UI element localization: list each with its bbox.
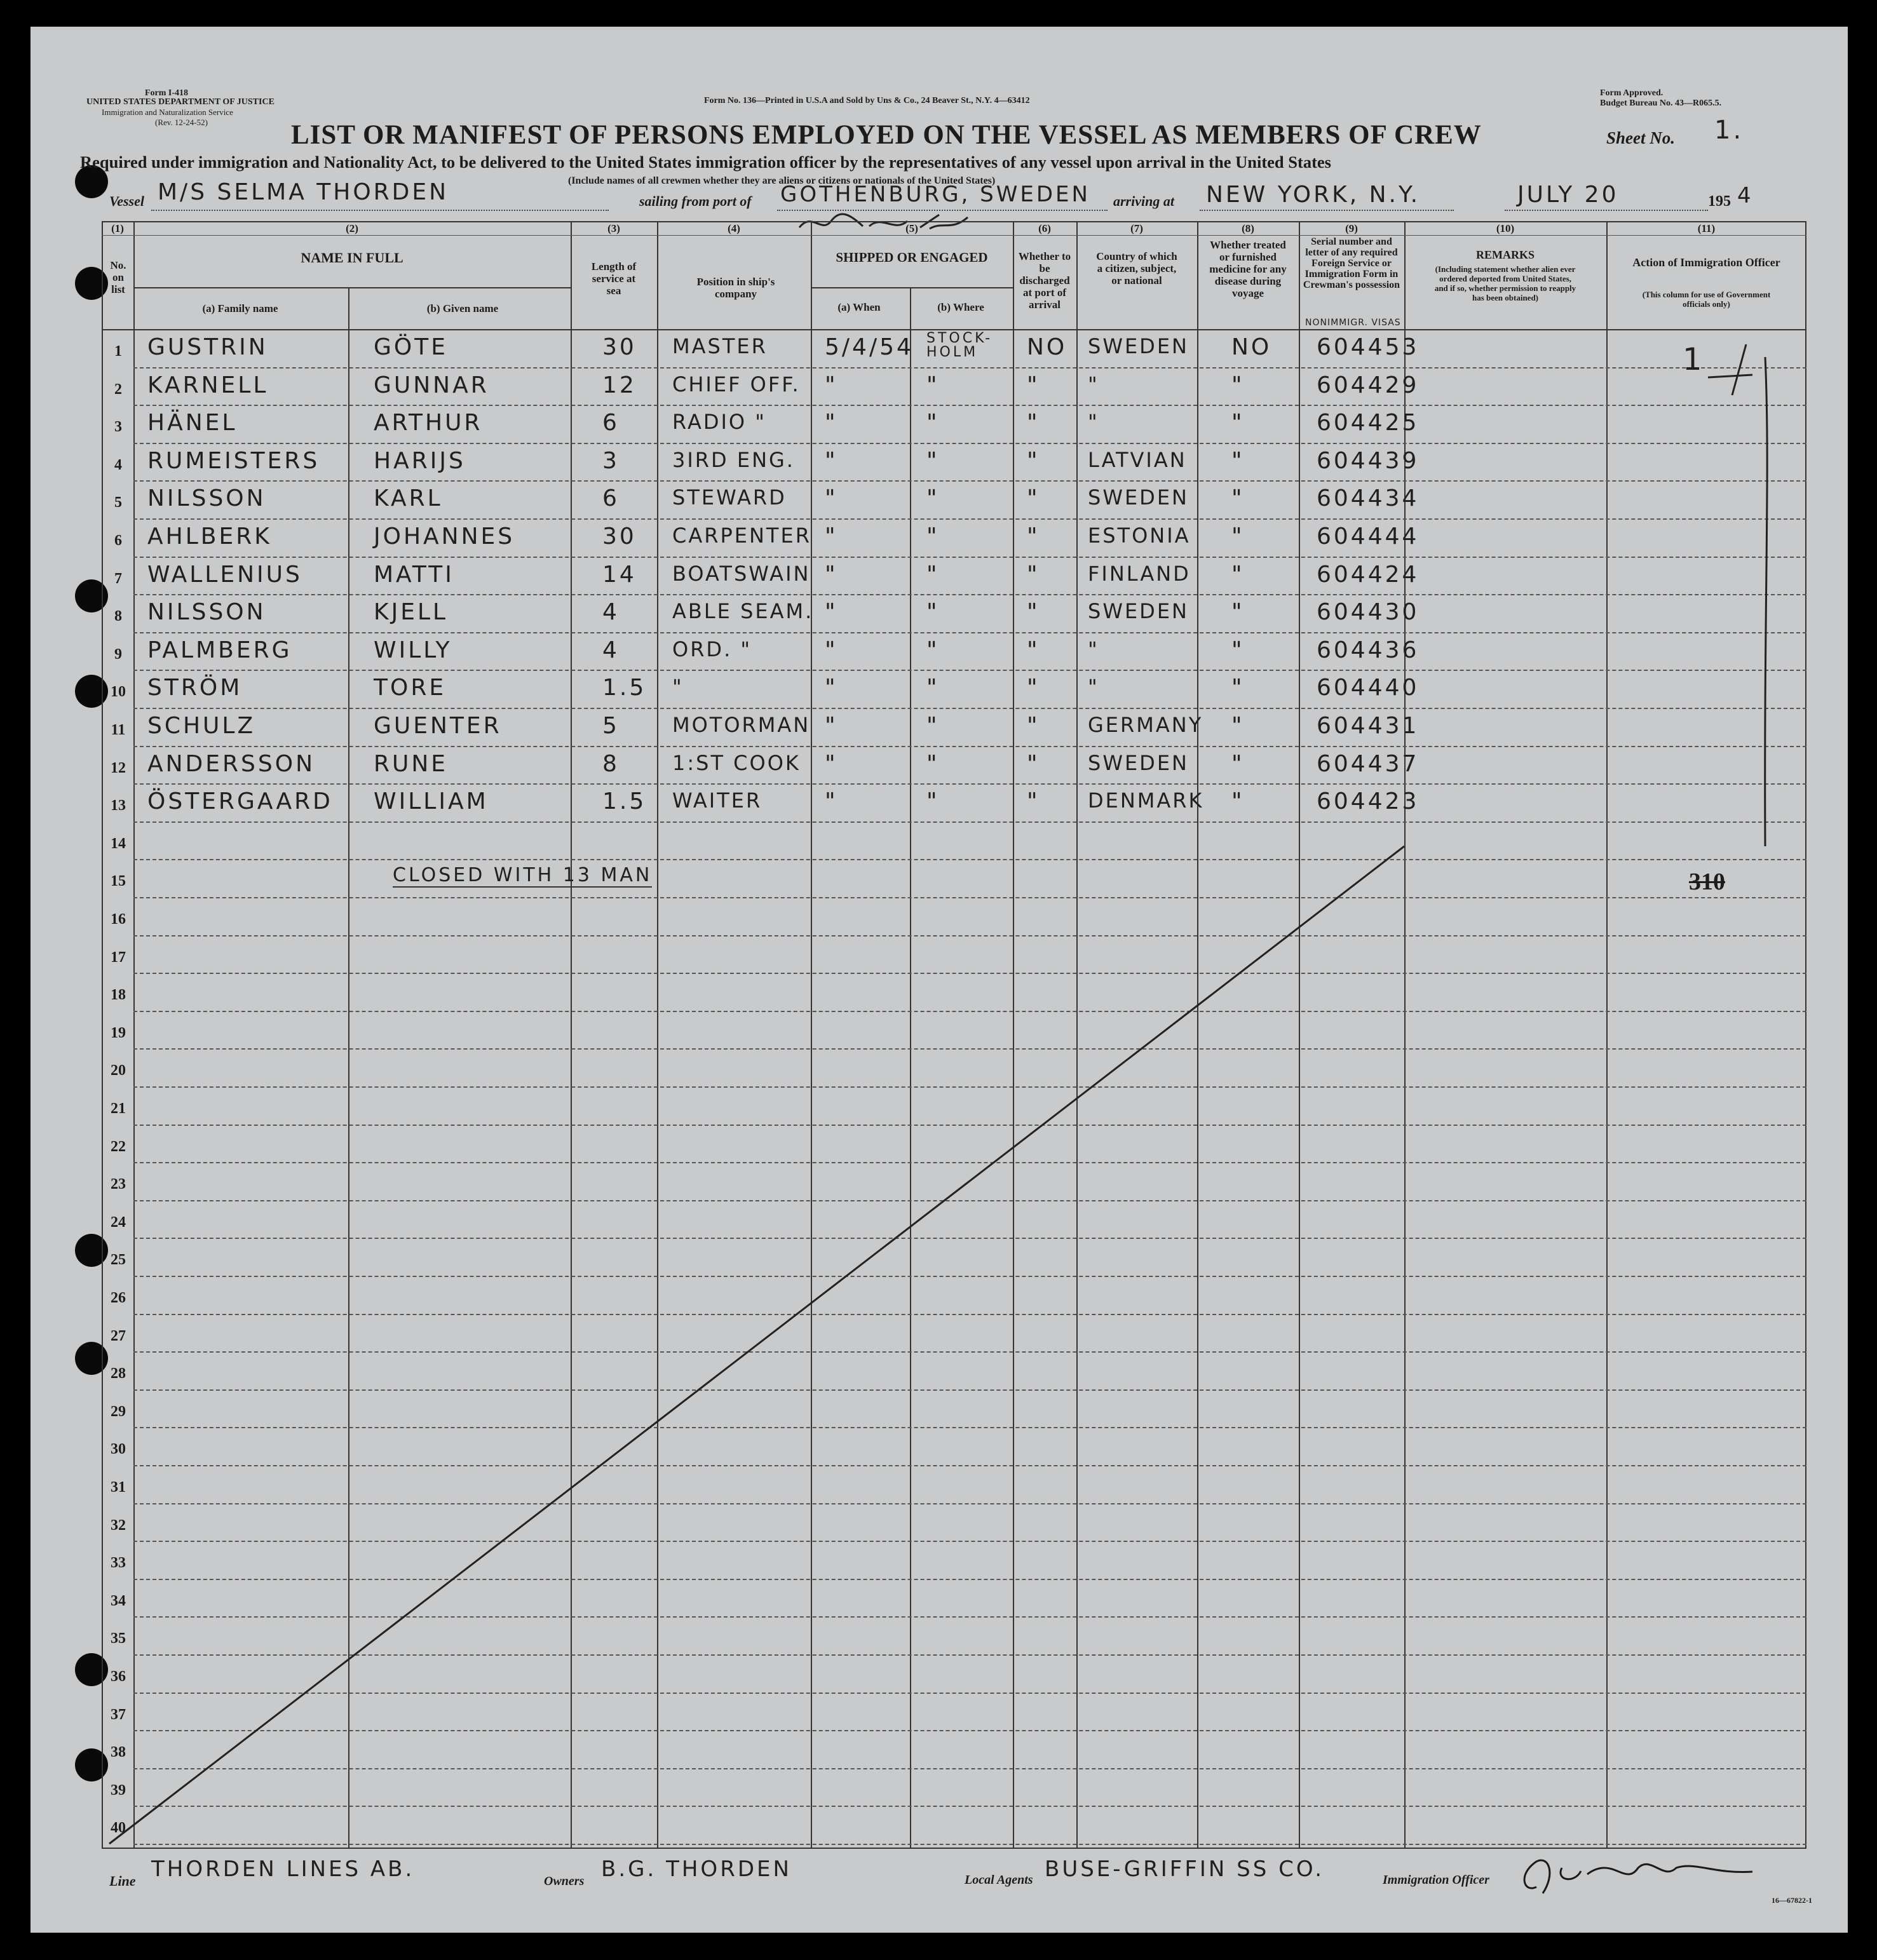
- crew-given-cell: GÖTE: [374, 334, 448, 360]
- crew-family-cell: RUMEISTERS: [147, 447, 320, 474]
- year-prefix: 195: [1708, 193, 1731, 210]
- row-line: [133, 405, 1806, 406]
- crew-serial-cell: 604434: [1317, 485, 1420, 512]
- col8-header: Whether treated or furnished medicine for any disease during voyage: [1209, 239, 1287, 299]
- crew-service-cell: 4: [602, 637, 620, 663]
- crew-when-cell: ": [825, 675, 838, 701]
- form-subtitle: Required under immigration and Nationality Act, to be delivered to the United States immigration officer by the representatives of any vessel upon arrival in the United States: [80, 152, 1331, 172]
- header-number-line: [102, 235, 1806, 236]
- col6-number: (6): [1038, 222, 1051, 234]
- crew-where-cell: ": [926, 713, 940, 739]
- crew-medicine-cell: ": [1231, 599, 1245, 626]
- row-line: [133, 518, 1806, 520]
- crew-country-cell: LATVIAN: [1088, 447, 1187, 472]
- col11-header: Action of Immigration Officer: [1632, 256, 1780, 269]
- form-title: LIST OR MANIFEST OF PERSONS EMPLOYED ON THE VESSEL AS MEMBERS OF CREW: [291, 120, 1482, 150]
- crew-serial-cell: 604424: [1317, 561, 1420, 588]
- crew-given-cell: HARIJS: [374, 447, 466, 474]
- row-number: 30: [111, 1441, 126, 1458]
- diagonal-cancel-line: [102, 821, 1436, 1850]
- crew-family-cell: GUSTRIN: [147, 334, 268, 360]
- row-line: [133, 670, 1806, 671]
- row-line: [133, 708, 1806, 709]
- crew-position-cell: MASTER: [672, 334, 768, 358]
- crew-serial-cell: 604453: [1317, 334, 1420, 360]
- local-agents: BUSE-GRIFFIN SS CO.: [1045, 1856, 1325, 1882]
- arrival-dotted-line: [1200, 210, 1454, 211]
- crew-family-cell: AHLBERK: [147, 524, 272, 550]
- crew-position-cell: RADIO ": [672, 410, 766, 435]
- crew-serial-cell: 604439: [1317, 447, 1420, 474]
- arrival-port: NEW YORK, N.Y.: [1206, 182, 1421, 208]
- crew-medicine-cell: ": [1231, 524, 1245, 550]
- col4-header: Position in ship's company: [696, 276, 775, 300]
- crew-serial-cell: 604437: [1317, 750, 1420, 777]
- shipped-header-divider: [811, 287, 1014, 288]
- row-number: 7: [114, 570, 122, 587]
- crew-medicine-cell: ": [1231, 713, 1245, 739]
- crew-family-cell: PALMBERG: [147, 637, 292, 663]
- row-number: 17: [111, 949, 126, 966]
- crew-medicine-cell: ": [1231, 447, 1245, 474]
- crew-family-cell: STRÖM: [147, 675, 243, 701]
- row-number: 29: [111, 1403, 126, 1420]
- col11-note: (This column for use of Government officials only): [1642, 290, 1771, 309]
- officer-bracket: [1683, 338, 1778, 859]
- row-number: 21: [111, 1100, 126, 1117]
- crew-service-cell: 8: [602, 750, 620, 777]
- row-line: [133, 367, 1806, 368]
- officer-label: Immigration Officer: [1383, 1873, 1489, 1887]
- crew-where-cell: ": [926, 788, 940, 815]
- crew-serial-cell: 604430: [1317, 599, 1420, 626]
- crew-position-cell: CHIEF OFF.: [672, 372, 801, 396]
- crew-when-cell: ": [825, 561, 838, 588]
- crew-position-cell: ORD. ": [672, 637, 752, 661]
- col9-number: (9): [1345, 222, 1358, 234]
- row-number: 9: [114, 645, 122, 663]
- crew-family-cell: NILSSON: [147, 485, 266, 512]
- col3-number: (3): [607, 222, 620, 234]
- col5-number: (5): [905, 222, 918, 234]
- form-approved: Form Approved.: [1600, 88, 1664, 98]
- crew-where-cell: ": [926, 447, 940, 474]
- row-number: 2: [114, 381, 122, 398]
- vessel-name: M/S SELMA THORDEN: [158, 179, 449, 205]
- crew-country-cell: SWEDEN: [1088, 334, 1189, 358]
- row-line: [133, 783, 1806, 785]
- col5a-header: (a) When: [837, 301, 881, 313]
- row-number: 25: [111, 1252, 126, 1269]
- row-number: 39: [111, 1781, 126, 1799]
- sailing-label: sailing from port of: [639, 193, 752, 209]
- crew-when-cell: ": [825, 372, 838, 398]
- row-number: 15: [111, 873, 126, 890]
- crew-service-cell: 30: [602, 334, 637, 360]
- row-number: 18: [111, 987, 126, 1004]
- crew-given-cell: RUNE: [374, 750, 449, 777]
- row-number: 34: [111, 1592, 126, 1609]
- owners-label: Owners: [544, 1874, 585, 1888]
- crew-service-cell: 6: [602, 410, 620, 436]
- col7-number: (7): [1130, 222, 1143, 234]
- vessel-dotted-line: [151, 210, 609, 211]
- crew-family-cell: ANDERSSON: [147, 750, 316, 777]
- crew-where-cell: STOCK-HOLM: [926, 330, 993, 360]
- crew-medicine-cell: ": [1231, 788, 1245, 815]
- crew-country-cell: ESTONIA: [1088, 524, 1191, 548]
- crew-where-cell: ": [926, 675, 940, 701]
- crew-serial-cell: 604436: [1317, 637, 1420, 663]
- crew-when-cell: ": [825, 788, 838, 815]
- col8-number: (8): [1242, 222, 1254, 234]
- crew-serial-cell: 604444: [1317, 524, 1420, 550]
- row-number: 24: [111, 1213, 126, 1231]
- row-number: 26: [111, 1290, 126, 1306]
- arrival-date: JULY 20: [1517, 182, 1619, 208]
- crew-when-cell: ": [825, 637, 838, 663]
- owners: B.G. THORDEN: [601, 1856, 792, 1882]
- crew-when-cell: ": [825, 410, 838, 436]
- date-dotted-line: [1505, 210, 1708, 211]
- col11-number: (11): [1697, 222, 1716, 234]
- crew-where-cell: ": [926, 372, 940, 398]
- row-number: 14: [111, 835, 126, 852]
- officer-signature: [1511, 1849, 1778, 1900]
- crew-position-cell: CARPENTER: [672, 524, 811, 548]
- crew-discharged-cell: ": [1027, 675, 1040, 701]
- col10-note: (Including statement whether alien ever ordered deported from United States, and if so, whether permission to reapply has been obtained): [1434, 264, 1576, 302]
- crew-country-cell: ": [1088, 675, 1099, 700]
- row-number: 23: [111, 1176, 126, 1193]
- form-note: (Include names of all crewmen whether they are aliens or citizens or nationals of the United States): [568, 175, 996, 186]
- crew-where-cell: ": [926, 410, 940, 436]
- officer-mark: 1: [1683, 342, 1705, 377]
- crew-medicine-cell: NO: [1231, 334, 1272, 360]
- row-number: 27: [111, 1327, 126, 1344]
- row-number: 19: [111, 1024, 126, 1041]
- row-line: [133, 746, 1806, 747]
- col-divider: [1606, 221, 1608, 1849]
- crew-discharged-cell: ": [1027, 750, 1040, 777]
- departure-port: GOTHENBURG, SWEDEN: [780, 182, 1090, 207]
- crew-family-cell: ÖSTERGAARD: [147, 788, 333, 815]
- crew-country-cell: ": [1088, 410, 1099, 435]
- arriving-label: arriving at: [1113, 193, 1174, 209]
- crew-when-cell: ": [825, 485, 838, 512]
- crew-discharged-cell: ": [1027, 485, 1040, 512]
- crew-where-cell: ": [926, 637, 940, 663]
- col9-visa-note: NONIMMIGR. VISAS: [1305, 318, 1401, 328]
- col3-header: Length of service at sea: [591, 260, 637, 297]
- row-number: 20: [111, 1062, 126, 1079]
- agency-name: UNITED STATES DEPARTMENT OF JUSTICE: [86, 97, 274, 107]
- crew-discharged-cell: ": [1027, 637, 1040, 663]
- shipping-line: THORDEN LINES AB.: [151, 1856, 415, 1882]
- crew-where-cell: ": [926, 485, 940, 512]
- col10-header: REMARKS: [1475, 248, 1535, 261]
- crew-when-cell: ": [825, 599, 838, 626]
- crew-serial-cell: 604423: [1317, 788, 1420, 815]
- row-number: 13: [111, 797, 126, 814]
- crew-service-cell: 1.5: [602, 675, 647, 701]
- line-label: Line: [109, 1873, 136, 1889]
- col2-header: NAME IN FULL: [301, 250, 403, 266]
- col6-header: Whether to be discharged at port of arrival: [1018, 250, 1071, 311]
- row-line: [133, 632, 1806, 633]
- crew-country-cell: SWEDEN: [1088, 485, 1189, 510]
- crew-when-cell: 5/4/54: [825, 334, 914, 360]
- crew-when-cell: ": [825, 713, 838, 739]
- crew-family-cell: HÄNEL: [147, 410, 238, 436]
- stamp-number: 310: [1689, 868, 1725, 895]
- row-number: 35: [111, 1630, 126, 1647]
- row-number: 6: [114, 532, 122, 549]
- crew-country-cell: SWEDEN: [1088, 599, 1189, 624]
- crew-country-cell: SWEDEN: [1088, 750, 1189, 775]
- row-number: 12: [111, 759, 126, 776]
- col7-header: Country of which a citizen, subject, or national: [1096, 250, 1177, 287]
- crew-where-cell: ": [926, 561, 940, 588]
- crew-country-cell: ": [1088, 372, 1099, 396]
- crew-discharged-cell: ": [1027, 524, 1040, 550]
- col1-number: (1): [111, 222, 124, 234]
- crew-serial-cell: 604440: [1317, 675, 1420, 701]
- crew-service-cell: 1.5: [602, 788, 647, 815]
- row-number: 33: [111, 1555, 126, 1572]
- crew-service-cell: 3: [602, 447, 620, 474]
- crew-family-cell: KARNELL: [147, 372, 269, 398]
- crew-service-cell: 14: [602, 561, 637, 588]
- row-number: 1: [114, 343, 122, 360]
- row-number: 16: [111, 911, 126, 928]
- crew-position-cell: 3IRD ENG.: [672, 447, 795, 472]
- row-number: 38: [111, 1744, 126, 1761]
- crew-service-cell: 5: [602, 713, 620, 739]
- crew-given-cell: TORE: [374, 675, 447, 701]
- sheet-number: 1.: [1714, 116, 1744, 145]
- col2-number: (2): [346, 222, 358, 234]
- crew-discharged-cell: ": [1027, 713, 1040, 739]
- manifest-page: [30, 27, 1848, 1933]
- crew-country-cell: FINLAND: [1088, 561, 1191, 586]
- col1-header: No. on list: [110, 259, 126, 295]
- form-code: 16—67822-1: [1772, 1896, 1812, 1905]
- row-number: 32: [111, 1517, 126, 1534]
- crew-where-cell: ": [926, 524, 940, 550]
- crew-given-cell: KJELL: [374, 599, 449, 626]
- row-number: 11: [111, 722, 126, 738]
- crew-when-cell: ": [825, 750, 838, 777]
- crew-serial-cell: 604429: [1317, 372, 1420, 398]
- row-number: 8: [114, 608, 122, 625]
- col5b-header: (b) Where: [937, 301, 984, 313]
- form-number: Form I-418: [145, 88, 189, 98]
- crew-family-cell: NILSSON: [147, 599, 266, 626]
- col5-header: SHIPPED OR ENGAGED: [836, 250, 988, 265]
- col2b-header: (b) Given name: [426, 302, 499, 314]
- crew-given-cell: GUNNAR: [374, 372, 489, 398]
- sheet-label: Sheet No.: [1606, 128, 1675, 147]
- crew-serial-cell: 604425: [1317, 410, 1420, 436]
- col10-number: (10): [1496, 222, 1515, 234]
- crew-when-cell: ": [825, 524, 838, 550]
- closing-note: CLOSED WITH 13 MAN: [393, 864, 653, 886]
- agents-label: Local Agents: [965, 1873, 1033, 1887]
- row-line: [133, 594, 1806, 595]
- crew-position-cell: ": [672, 675, 684, 700]
- row-number: 10: [111, 684, 126, 701]
- crew-family-cell: WALLENIUS: [147, 561, 302, 588]
- vessel-label: Vessel: [109, 193, 144, 209]
- crew-where-cell: ": [926, 750, 940, 777]
- crew-country-cell: DENMARK: [1088, 788, 1204, 813]
- year-digit: 4: [1737, 183, 1754, 208]
- row-number: 22: [111, 1138, 126, 1155]
- crew-position-cell: WAITER: [672, 788, 762, 813]
- crew-where-cell: ": [926, 599, 940, 626]
- crew-given-cell: ARTHUR: [374, 410, 483, 436]
- row-number: 5: [114, 494, 122, 511]
- crew-service-cell: 30: [602, 524, 637, 550]
- col4-number: (4): [728, 222, 740, 234]
- crew-discharged-cell: ": [1027, 372, 1040, 398]
- form-revision: (Rev. 12-24-52): [155, 118, 208, 127]
- crew-given-cell: WILLIAM: [374, 788, 489, 815]
- crew-discharged-cell: ": [1027, 447, 1040, 474]
- crew-discharged-cell: ": [1027, 561, 1040, 588]
- budget-bureau: Budget Bureau No. 43—R065.5.: [1600, 98, 1722, 108]
- crew-position-cell: ABLE SEAM.: [672, 599, 814, 624]
- name-header-divider: [133, 287, 572, 288]
- row-number: 3: [114, 419, 122, 436]
- crew-medicine-cell: ": [1231, 637, 1245, 663]
- crew-service-cell: 4: [602, 599, 620, 626]
- crew-position-cell: MOTORMAN: [672, 713, 811, 737]
- crew-medicine-cell: ": [1231, 485, 1245, 512]
- crew-when-cell: ": [825, 447, 838, 474]
- row-number: 4: [114, 456, 122, 473]
- crew-service-cell: 12: [602, 372, 637, 398]
- crew-serial-cell: 604431: [1317, 713, 1420, 739]
- crew-discharged-cell: NO: [1027, 334, 1067, 360]
- row-line: [133, 557, 1806, 558]
- crew-medicine-cell: ": [1231, 675, 1245, 701]
- col2a-header: (a) Family name: [202, 302, 278, 314]
- row-number: 31: [111, 1479, 126, 1496]
- row-line: [133, 480, 1806, 482]
- row-number: 36: [111, 1668, 126, 1685]
- printer-line: Form No. 136—Printed in U.S.A and Sold by Uns & Co., 24 Beaver St., N.Y. 4—63412: [704, 96, 1030, 105]
- row-number: 28: [111, 1365, 126, 1382]
- crew-discharged-cell: ": [1027, 599, 1040, 626]
- crew-given-cell: GUENTER: [374, 713, 502, 739]
- crew-position-cell: 1:ST COOK: [672, 750, 801, 775]
- crew-medicine-cell: ": [1231, 410, 1245, 436]
- crew-position-cell: BOATSWAIN: [672, 561, 811, 586]
- crew-family-cell: SCHULZ: [147, 713, 256, 739]
- row-line: [133, 443, 1806, 444]
- crew-country-cell: GERMANY: [1088, 713, 1203, 737]
- crew-medicine-cell: ": [1231, 372, 1245, 398]
- crew-discharged-cell: ": [1027, 410, 1040, 436]
- crew-given-cell: JOHANNES: [374, 524, 515, 550]
- col9-header: Serial number and letter of any required Foreign Service or Immigration Form in Crewman's possession: [1303, 236, 1400, 290]
- row-number: 37: [111, 1706, 126, 1723]
- crew-given-cell: KARL: [374, 485, 443, 512]
- crew-given-cell: WILLY: [374, 637, 452, 663]
- crew-position-cell: STEWARD: [672, 485, 787, 510]
- crew-country-cell: ": [1088, 637, 1099, 661]
- crew-given-cell: MATTI: [374, 561, 454, 588]
- crew-medicine-cell: ": [1231, 561, 1245, 588]
- crew-discharged-cell: ": [1027, 788, 1040, 815]
- crew-service-cell: 6: [602, 485, 620, 512]
- crew-medicine-cell: ": [1231, 750, 1245, 777]
- row-number: 40: [111, 1820, 126, 1837]
- agency-service: Immigration and Naturalization Service: [102, 107, 233, 117]
